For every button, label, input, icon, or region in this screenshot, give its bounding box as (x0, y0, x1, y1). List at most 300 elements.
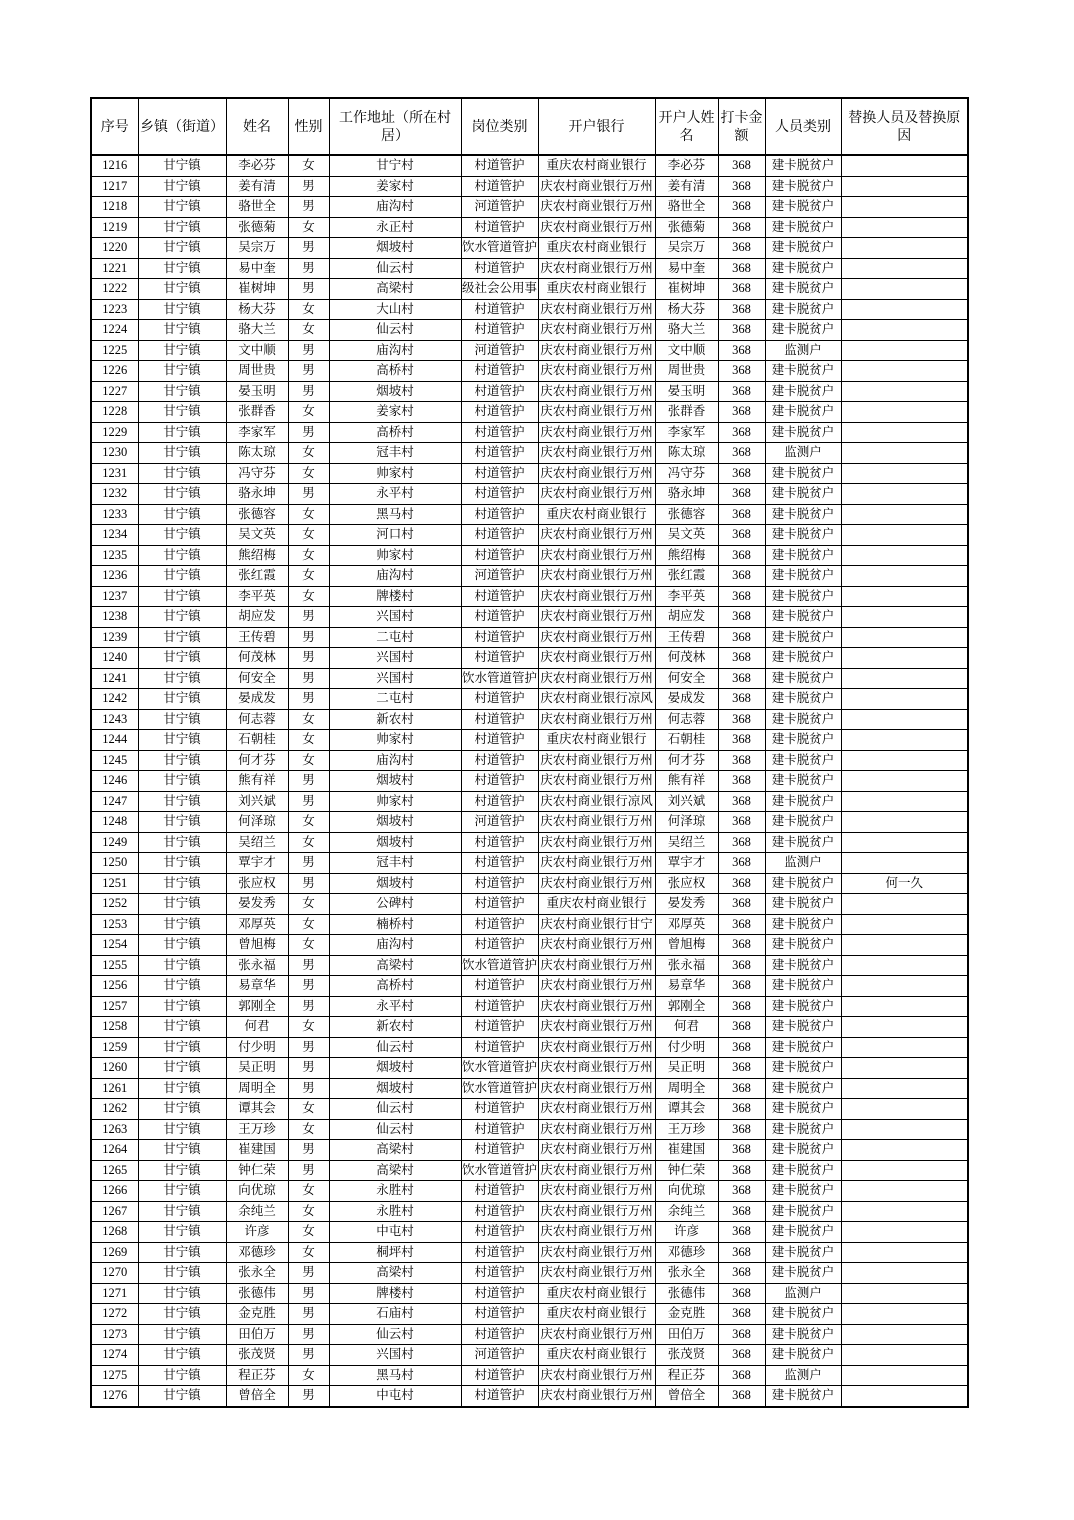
cell-work-address: 兴国村 (329, 648, 461, 669)
cell-seq: 1236 (91, 566, 138, 587)
header-town: 乡镇（街道） (138, 98, 226, 155)
cell-account-holder: 陈太琼 (655, 443, 718, 464)
cell-amount: 368 (718, 1283, 765, 1304)
cell-post-type: 河道管护 (461, 340, 538, 361)
cell-bank: 庆农村商业银行万州 (538, 525, 655, 546)
cell-gender: 男 (288, 1037, 329, 1058)
cell-bank: 庆农村商业银行万州 (538, 853, 655, 874)
cell-work-address: 新农村 (329, 1017, 461, 1038)
cell-name: 陈太琼 (226, 443, 288, 464)
cell-replacement (841, 1365, 968, 1386)
cell-person-category: 建卡脱贫户 (765, 955, 841, 976)
cell-seq: 1272 (91, 1304, 138, 1325)
cell-seq: 1270 (91, 1263, 138, 1284)
cell-town: 甘宁镇 (138, 1263, 226, 1284)
cell-bank: 庆农村商业银行万州 (538, 996, 655, 1017)
table-row (91, 197, 968, 218)
cell-amount: 368 (718, 1017, 765, 1038)
cell-post-type: 村道管护 (461, 422, 538, 443)
cell-town: 甘宁镇 (138, 607, 226, 628)
cell-replacement (841, 730, 968, 751)
cell-post-type: 村道管护 (461, 402, 538, 423)
cell-post-type: 村道管护 (461, 1119, 538, 1140)
cell-account-holder: 王传碧 (655, 627, 718, 648)
cell-work-address: 烟坡村 (329, 832, 461, 853)
cell-work-address: 冠丰村 (329, 853, 461, 874)
cell-work-address: 河口村 (329, 525, 461, 546)
cell-post-type: 村道管护 (461, 1304, 538, 1325)
cell-seq: 1243 (91, 709, 138, 730)
cell-seq: 1260 (91, 1058, 138, 1079)
cell-person-category: 建卡脱贫户 (765, 730, 841, 751)
cell-town: 甘宁镇 (138, 668, 226, 689)
cell-amount: 368 (718, 381, 765, 402)
cell-person-category: 建卡脱贫户 (765, 873, 841, 894)
cell-account-holder: 易章华 (655, 976, 718, 997)
cell-gender: 女 (288, 463, 329, 484)
cell-work-address: 石庙村 (329, 1304, 461, 1325)
cell-post-type: 村道管护 (461, 155, 538, 176)
cell-replacement (841, 299, 968, 320)
cell-name: 张茂贤 (226, 1345, 288, 1366)
cell-work-address: 中屯村 (329, 1222, 461, 1243)
cell-replacement (841, 463, 968, 484)
table-row (91, 771, 968, 792)
cell-work-address: 冠丰村 (329, 443, 461, 464)
cell-gender: 男 (288, 422, 329, 443)
cell-work-address: 姜家村 (329, 176, 461, 197)
table-row (91, 1058, 968, 1079)
cell-account-holder: 向优琼 (655, 1181, 718, 1202)
cell-person-category: 建卡脱贫户 (765, 566, 841, 587)
cell-town: 甘宁镇 (138, 1283, 226, 1304)
cell-amount: 368 (718, 340, 765, 361)
cell-name: 吴绍兰 (226, 832, 288, 853)
cell-work-address: 二屯村 (329, 627, 461, 648)
cell-account-holder: 张群香 (655, 402, 718, 423)
cell-amount: 368 (718, 812, 765, 833)
cell-town: 甘宁镇 (138, 402, 226, 423)
cell-gender: 男 (288, 668, 329, 689)
cell-amount: 368 (718, 1242, 765, 1263)
cell-gender: 女 (288, 1222, 329, 1243)
cell-person-category: 建卡脱贫户 (765, 1222, 841, 1243)
cell-post-type: 河道管护 (461, 197, 538, 218)
cell-name: 钟仁荣 (226, 1160, 288, 1181)
cell-town: 甘宁镇 (138, 1181, 226, 1202)
cell-replacement (841, 914, 968, 935)
cell-gender: 女 (288, 566, 329, 587)
cell-replacement (841, 955, 968, 976)
cell-person-category: 建卡脱贫户 (765, 1099, 841, 1120)
cell-replacement (841, 1181, 968, 1202)
cell-account-holder: 许彦 (655, 1222, 718, 1243)
cell-bank: 庆农村商业银行万州 (538, 545, 655, 566)
cell-gender: 男 (288, 955, 329, 976)
cell-person-category: 建卡脱贫户 (765, 422, 841, 443)
cell-person-category: 建卡脱贫户 (765, 381, 841, 402)
cell-replacement (841, 1242, 968, 1263)
cell-replacement (841, 1099, 968, 1120)
cell-seq: 1263 (91, 1119, 138, 1140)
cell-bank: 庆农村商业银行万州 (538, 873, 655, 894)
cell-replacement (841, 1222, 968, 1243)
cell-seq: 1217 (91, 176, 138, 197)
cell-replacement (841, 1304, 968, 1325)
cell-bank: 庆农村商业银行万州 (538, 771, 655, 792)
table-row (91, 176, 968, 197)
cell-gender: 男 (288, 1283, 329, 1304)
cell-gender: 女 (288, 1242, 329, 1263)
cell-seq: 1234 (91, 525, 138, 546)
cell-town: 甘宁镇 (138, 422, 226, 443)
cell-replacement (841, 709, 968, 730)
cell-name: 崔树坤 (226, 279, 288, 300)
cell-person-category: 建卡脱贫户 (765, 197, 841, 218)
cell-work-address: 牌楼村 (329, 1283, 461, 1304)
cell-gender: 男 (288, 381, 329, 402)
cell-account-holder: 刘兴斌 (655, 791, 718, 812)
cell-person-category: 建卡脱贫户 (765, 1263, 841, 1284)
cell-amount: 368 (718, 873, 765, 894)
cell-name: 刘兴斌 (226, 791, 288, 812)
cell-town: 甘宁镇 (138, 504, 226, 525)
cell-work-address: 庙沟村 (329, 750, 461, 771)
cell-amount: 368 (718, 1222, 765, 1243)
cell-name: 张永福 (226, 955, 288, 976)
cell-name: 易中奎 (226, 258, 288, 279)
cell-replacement (841, 566, 968, 587)
cell-person-category: 监测户 (765, 340, 841, 361)
cell-town: 甘宁镇 (138, 155, 226, 176)
table-row (91, 463, 968, 484)
table-row (91, 1140, 968, 1161)
cell-account-holder: 文中顺 (655, 340, 718, 361)
cell-person-category: 建卡脱贫户 (765, 1078, 841, 1099)
cell-post-type: 河道管护 (461, 1345, 538, 1366)
table-row (91, 1181, 968, 1202)
cell-person-category: 建卡脱贫户 (765, 238, 841, 259)
cell-amount: 368 (718, 299, 765, 320)
cell-name: 周明全 (226, 1078, 288, 1099)
cell-post-type: 村道管护 (461, 525, 538, 546)
cell-person-category: 建卡脱贫户 (765, 1201, 841, 1222)
cell-bank: 庆农村商业银行万州 (538, 1099, 655, 1120)
cell-post-type: 村道管护 (461, 976, 538, 997)
cell-bank: 庆农村商业银行万州 (538, 217, 655, 238)
cell-account-holder: 张德菊 (655, 217, 718, 238)
cell-account-holder: 吴绍兰 (655, 832, 718, 853)
cell-seq: 1247 (91, 791, 138, 812)
cell-post-type: 村道管护 (461, 1386, 538, 1407)
cell-post-type: 村道管护 (461, 935, 538, 956)
cell-seq: 1271 (91, 1283, 138, 1304)
cell-name: 姜有清 (226, 176, 288, 197)
cell-account-holder: 余纯兰 (655, 1201, 718, 1222)
cell-replacement (841, 1058, 968, 1079)
cell-post-type: 村道管护 (461, 709, 538, 730)
cell-gender: 男 (288, 771, 329, 792)
cell-town: 甘宁镇 (138, 1365, 226, 1386)
cell-seq: 1219 (91, 217, 138, 238)
cell-town: 甘宁镇 (138, 894, 226, 915)
cell-bank: 重庆农村商业银行 (538, 279, 655, 300)
cell-person-category: 建卡脱贫户 (765, 771, 841, 792)
cell-work-address: 公碑村 (329, 894, 461, 915)
cell-seq: 1242 (91, 689, 138, 710)
cell-town: 甘宁镇 (138, 279, 226, 300)
cell-account-holder: 姜有清 (655, 176, 718, 197)
cell-work-address: 庙沟村 (329, 935, 461, 956)
cell-town: 甘宁镇 (138, 586, 226, 607)
cell-bank: 庆农村商业银行万州 (538, 566, 655, 587)
cell-gender: 男 (288, 340, 329, 361)
cell-replacement (841, 402, 968, 423)
cell-post-type: 村道管护 (461, 832, 538, 853)
cell-person-category: 建卡脱贫户 (765, 996, 841, 1017)
cell-name: 张应权 (226, 873, 288, 894)
cell-amount: 368 (718, 1201, 765, 1222)
cell-person-category: 建卡脱贫户 (765, 750, 841, 771)
cell-person-category: 建卡脱贫户 (765, 668, 841, 689)
cell-amount: 368 (718, 976, 765, 997)
cell-post-type: 村道管护 (461, 1201, 538, 1222)
header-account-holder: 开户人姓名 (655, 98, 718, 155)
cell-work-address: 桐坪村 (329, 1242, 461, 1263)
cell-seq: 1224 (91, 320, 138, 341)
cell-name: 晏成发 (226, 689, 288, 710)
cell-post-type: 村道管护 (461, 914, 538, 935)
table-row (91, 566, 968, 587)
table-row (91, 914, 968, 935)
cell-account-holder: 骆大兰 (655, 320, 718, 341)
cell-account-holder: 骆永坤 (655, 484, 718, 505)
cell-bank: 庆农村商业银行万州 (538, 668, 655, 689)
cell-bank: 庆农村商业银行万州 (538, 463, 655, 484)
cell-gender: 男 (288, 361, 329, 382)
cell-gender: 女 (288, 320, 329, 341)
cell-seq: 1254 (91, 935, 138, 956)
cell-bank: 庆农村商业银行万州 (538, 1386, 655, 1407)
cell-amount: 368 (718, 1345, 765, 1366)
cell-town: 甘宁镇 (138, 299, 226, 320)
cell-replacement (841, 1345, 968, 1366)
table-row (91, 607, 968, 628)
cell-seq: 1218 (91, 197, 138, 218)
cell-account-holder: 张红霞 (655, 566, 718, 587)
cell-replacement (841, 996, 968, 1017)
cell-post-type: 村道管护 (461, 689, 538, 710)
cell-bank: 庆农村商业银行万州 (538, 1263, 655, 1284)
cell-replacement (841, 320, 968, 341)
cell-amount: 368 (718, 1119, 765, 1140)
cell-amount: 368 (718, 1181, 765, 1202)
cell-person-category: 建卡脱贫户 (765, 1119, 841, 1140)
cell-account-holder: 邓厚英 (655, 914, 718, 935)
header-gender: 性别 (288, 98, 329, 155)
cell-amount: 368 (718, 1160, 765, 1181)
cell-work-address: 仙云村 (329, 320, 461, 341)
cell-person-category: 建卡脱贫户 (765, 545, 841, 566)
cell-amount: 368 (718, 832, 765, 853)
cell-town: 甘宁镇 (138, 1058, 226, 1079)
cell-post-type: 村道管护 (461, 607, 538, 628)
table-row (91, 1345, 968, 1366)
cell-replacement (841, 484, 968, 505)
cell-bank: 庆农村商业银行万州 (538, 1017, 655, 1038)
cell-gender: 男 (288, 1386, 329, 1407)
cell-post-type: 村道管护 (461, 176, 538, 197)
cell-post-type: 村道管护 (461, 320, 538, 341)
table-row (91, 1283, 968, 1304)
cell-gender: 男 (288, 976, 329, 997)
cell-person-category: 建卡脱贫户 (765, 1037, 841, 1058)
cell-gender: 女 (288, 155, 329, 176)
cell-name: 曾旭梅 (226, 935, 288, 956)
cell-work-address: 庙沟村 (329, 566, 461, 587)
table-row (91, 320, 968, 341)
cell-town: 甘宁镇 (138, 217, 226, 238)
cell-amount: 368 (718, 668, 765, 689)
cell-town: 甘宁镇 (138, 484, 226, 505)
cell-town: 甘宁镇 (138, 545, 226, 566)
cell-person-category: 建卡脱贫户 (765, 812, 841, 833)
cell-replacement (841, 258, 968, 279)
cell-gender: 女 (288, 750, 329, 771)
cell-seq: 1246 (91, 771, 138, 792)
header-seq: 序号 (91, 98, 138, 155)
cell-post-type: 村道管护 (461, 996, 538, 1017)
cell-post-type: 饮水管道管护 (461, 668, 538, 689)
cell-gender: 男 (288, 1140, 329, 1161)
cell-work-address: 高梁村 (329, 279, 461, 300)
cell-name: 何才芬 (226, 750, 288, 771)
cell-work-address: 帅家村 (329, 791, 461, 812)
table-row (91, 689, 968, 710)
cell-work-address: 烟坡村 (329, 381, 461, 402)
table-row (91, 443, 968, 464)
cell-town: 甘宁镇 (138, 443, 226, 464)
cell-seq: 1227 (91, 381, 138, 402)
cell-seq: 1233 (91, 504, 138, 525)
cell-person-category: 建卡脱贫户 (765, 832, 841, 853)
table-row (91, 1365, 968, 1386)
cell-person-category: 监测户 (765, 443, 841, 464)
cell-seq: 1275 (91, 1365, 138, 1386)
cell-seq: 1240 (91, 648, 138, 669)
cell-account-holder: 钟仁荣 (655, 1160, 718, 1181)
cell-person-category: 建卡脱贫户 (765, 1304, 841, 1325)
cell-person-category: 建卡脱贫户 (765, 607, 841, 628)
cell-post-type: 村道管护 (461, 894, 538, 915)
cell-account-holder: 周世贵 (655, 361, 718, 382)
cell-amount: 368 (718, 914, 765, 935)
cell-town: 甘宁镇 (138, 197, 226, 218)
cell-person-category: 建卡脱贫户 (765, 217, 841, 238)
table-row (91, 238, 968, 259)
cell-post-type: 村道管护 (461, 1017, 538, 1038)
table-row (91, 545, 968, 566)
cell-work-address: 永平村 (329, 484, 461, 505)
cell-name: 郭刚全 (226, 996, 288, 1017)
cell-replacement (841, 525, 968, 546)
cell-replacement (841, 155, 968, 176)
cell-amount: 368 (718, 750, 765, 771)
cell-bank: 庆农村商业银行万州 (538, 422, 655, 443)
cell-seq: 1220 (91, 238, 138, 259)
cell-name: 邓厚英 (226, 914, 288, 935)
cell-work-address: 庙沟村 (329, 197, 461, 218)
cell-gender: 男 (288, 689, 329, 710)
cell-amount: 368 (718, 566, 765, 587)
cell-name: 何安全 (226, 668, 288, 689)
cell-seq: 1235 (91, 545, 138, 566)
cell-person-category: 监测户 (765, 853, 841, 874)
cell-post-type: 村道管护 (461, 586, 538, 607)
cell-account-holder: 周明全 (655, 1078, 718, 1099)
cell-bank: 庆农村商业银行万州 (538, 648, 655, 669)
cell-bank: 庆农村商业银行万州 (538, 1181, 655, 1202)
table-row (91, 525, 968, 546)
cell-work-address: 永胜村 (329, 1201, 461, 1222)
cell-amount: 368 (718, 1304, 765, 1325)
cell-work-address: 高梁村 (329, 955, 461, 976)
cell-post-type: 村道管护 (461, 545, 538, 566)
cell-gender: 女 (288, 914, 329, 935)
cell-account-holder: 晏玉明 (655, 381, 718, 402)
cell-town: 甘宁镇 (138, 1222, 226, 1243)
cell-replacement (841, 853, 968, 874)
cell-bank: 庆农村商业银行万州 (538, 832, 655, 853)
cell-account-holder: 张永福 (655, 955, 718, 976)
cell-name: 张永全 (226, 1263, 288, 1284)
cell-name: 曾倍全 (226, 1386, 288, 1407)
cell-amount: 368 (718, 935, 765, 956)
cell-town: 甘宁镇 (138, 320, 226, 341)
cell-work-address: 帅家村 (329, 463, 461, 484)
cell-seq: 1255 (91, 955, 138, 976)
cell-seq: 1256 (91, 976, 138, 997)
cell-post-type: 村道管护 (461, 1181, 538, 1202)
cell-town: 甘宁镇 (138, 935, 226, 956)
cell-amount: 368 (718, 1324, 765, 1345)
cell-name: 崔建国 (226, 1140, 288, 1161)
cell-person-category: 建卡脱贫户 (765, 402, 841, 423)
cell-account-holder: 冯守芬 (655, 463, 718, 484)
cell-name: 李平英 (226, 586, 288, 607)
cell-replacement (841, 1017, 968, 1038)
cell-seq: 1228 (91, 402, 138, 423)
cell-name: 张群香 (226, 402, 288, 423)
cell-town: 甘宁镇 (138, 1386, 226, 1407)
cell-replacement (841, 422, 968, 443)
table-row (91, 1386, 968, 1407)
cell-person-category: 建卡脱贫户 (765, 709, 841, 730)
cell-post-type: 村道管护 (461, 1242, 538, 1263)
cell-town: 甘宁镇 (138, 791, 226, 812)
cell-post-type: 村道管护 (461, 1037, 538, 1058)
cell-person-category: 建卡脱贫户 (765, 155, 841, 176)
cell-post-type: 饮水管道管护 (461, 955, 538, 976)
cell-post-type: 河道管护 (461, 566, 538, 587)
cell-account-holder: 熊绍梅 (655, 545, 718, 566)
cell-post-type: 河道管护 (461, 812, 538, 833)
cell-amount: 368 (718, 402, 765, 423)
table-row (91, 832, 968, 853)
cell-person-category: 建卡脱贫户 (765, 463, 841, 484)
header-post-type: 岗位类别 (461, 98, 538, 155)
cell-bank: 重庆农村商业银行 (538, 504, 655, 525)
